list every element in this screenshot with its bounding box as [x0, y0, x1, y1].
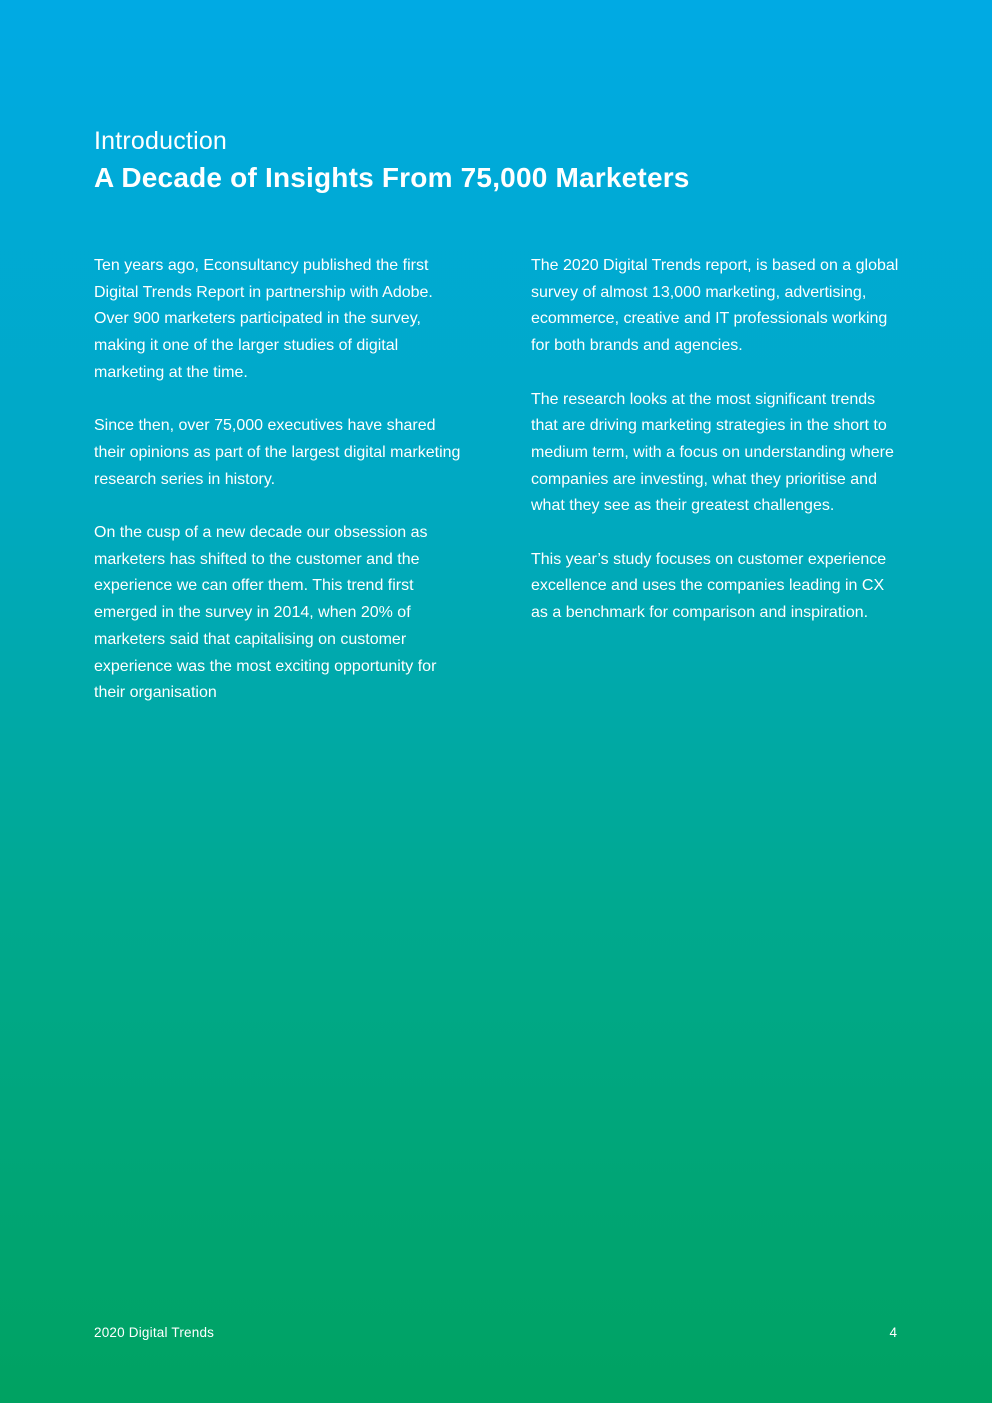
section-label: Introduction — [94, 127, 228, 155]
body-paragraph: This year’s study focuses on customer experience excellence and uses the companies leading in CX as a benchmark for comparison and inspiration. — [531, 550, 887, 622]
body-paragraph: Since then, over 75,000 executives have shared their opinions as part of the largest digital marketing research series in history. — [94, 417, 461, 488]
page-title: A Decade of Insights From 75,000 Marketers — [94, 162, 690, 193]
body-paragraph: The research looks at the most significant trends that are driving marketing strategies in the short to medium term, with a focus on understanding where companies are investing, what they prioritise and what they see as their greatest challenges. — [531, 390, 894, 515]
body-paragraph: Ten years ago, Econsultancy published the first Digital Trends Report in partnership with Adobe. Over 900 marketers participated in the survey, making it one of the larger studies of digital marketing at the time. — [94, 257, 433, 381]
body-paragraph: The 2020 Digital Trends report, is based on a global survey of almost 13,000 marketing, advertising, ecommerce, creative and IT professionals working for both brands and agencies. — [531, 257, 899, 355]
page-header — [94, 124, 914, 198]
footer-document-title: 2020 Digital Trends — [94, 1325, 215, 1340]
page-number: 4 — [889, 1325, 897, 1340]
left-column — [94, 253, 469, 734]
body-paragraph: On the cusp of a new decade our obsession as marketers has shifted to the customer and the experience we can offer them. This trend first emerged in the survey in 2014, when 20% of marketers said that capitalising on customer experience was the most exciting opportunity for their organisation — [94, 524, 437, 702]
right-column — [531, 253, 901, 654]
